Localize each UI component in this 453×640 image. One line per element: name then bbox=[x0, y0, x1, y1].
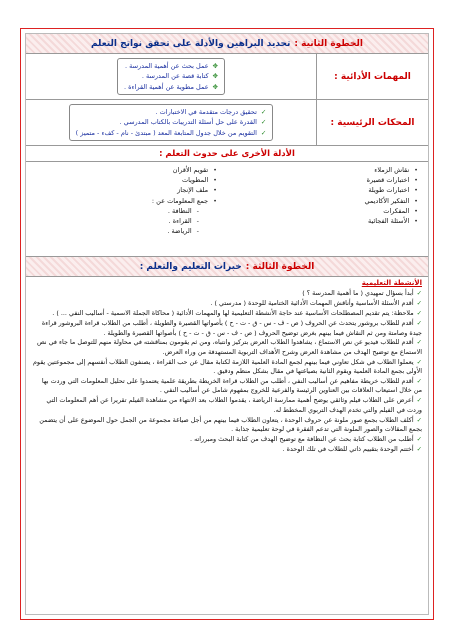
plan-frame bbox=[25, 33, 429, 615]
evidence-column-left bbox=[26, 162, 227, 256]
list-item: • المطويات bbox=[36, 175, 217, 185]
list-item: ✓أطلب من الطلاب كتابة بحث عن النظافة مع توضيح الهدف من كتابة البحث ومبرراته . bbox=[190, 435, 422, 443]
list-item: ✓التقويم من خلال جدول المتابعة المعد ( مبتدئ - نام - كفء - متميز ) bbox=[75, 128, 267, 137]
list-item: • الأسئلة الفجائية bbox=[237, 216, 418, 226]
list-item: - النظافة . bbox=[36, 206, 199, 216]
list-item: • المفكرات bbox=[237, 206, 418, 216]
performance-tasks-row bbox=[26, 54, 428, 100]
phase3-label: الخطوة الثالثة : bbox=[245, 261, 315, 272]
list-item: ✓القدرة على حل أسئلة التدريبات بالكتاب المدرسي . bbox=[119, 118, 267, 127]
phase2-title: تحديد البراهين والأدلة على تحقق نواتج التعلم bbox=[91, 38, 291, 49]
rubrics-row bbox=[26, 100, 428, 146]
lesson-plan-page bbox=[20, 28, 434, 620]
list-item: ✓أعرض على الطلاب فيلم وثائقي يوضح أهمية ممارسة الرياضة ، يقدموا الطلاب بعد الانتهاء من مشاهدة الفيلم تقريرا عن أهم المعلومات التي وردت في الفيلم والتي تخدم الهدف التربوي المخطط له. bbox=[46, 396, 422, 414]
performance-tasks-box bbox=[117, 58, 225, 96]
star-icon: ✥ bbox=[212, 72, 219, 81]
phase3-header bbox=[26, 257, 428, 277]
rubrics-box bbox=[69, 104, 274, 142]
list-item: ✓أبدأ بسؤال تمهيدي ( ما أهمية المدرسة ؟ ) bbox=[302, 289, 422, 298]
check-icon: ✓ bbox=[260, 107, 267, 116]
list-item: ✓أقدم للطلاب خريطة مفاهيم عن أساليب النفي ، أطلب من الطلاب قراءة الخريطة بطريقة علمية يعتمدوا على تحليل المعلومات التي وردت بها من خلال استيعاب العلاقات بين العناوين الرئيسة والفرعية للخروج بمفهوم شامل عن أساليب النفي . bbox=[41, 377, 422, 395]
activities-section bbox=[26, 277, 428, 457]
check-icon: ✓ bbox=[260, 128, 267, 137]
phase3-title: خبرات التعليم والتعلم : bbox=[139, 261, 242, 272]
performance-tasks-label: المهمات الأدائية : bbox=[316, 54, 428, 99]
list-item: ✓أختتم الوحدة بتقييم ذاتي للطلاب في تلك الوحدة . bbox=[282, 444, 422, 453]
list-item: • اختبارات طويلة bbox=[237, 185, 418, 195]
star-icon: ✥ bbox=[212, 61, 219, 70]
phase2-header bbox=[26, 34, 428, 54]
list-item: • التفكير الأكاديمي bbox=[237, 196, 418, 206]
check-icon: ✓ bbox=[416, 444, 422, 453]
list-item: - القراءة . bbox=[36, 216, 199, 226]
list-item: ✥كتابة قصة عن المدرسة . bbox=[141, 72, 219, 81]
list-item: ✓تحقيق درجات متقدمة في الاختبارات . bbox=[155, 107, 267, 116]
list-item: ✓أقدم الأسئلة الأساسية وأناقش المهمات الأدائية الختامية للوحدة ( مدرستي ) . bbox=[210, 299, 422, 308]
check-icon: ✓ bbox=[416, 309, 422, 318]
list-item: - الرياضة . bbox=[36, 226, 199, 236]
list-item: ✓أكلف الطلاب بجمع صور ملونة عن حروف الوحدة ، يتعاون الطلاب فيما بينهم من أجل صياغة مجموعة من الجمل حول الموضوع على أن يتضمن بجمع المقالات والصور الملونة التي تدعم الفقرة في لوحة تعليمية جذابة . bbox=[39, 415, 422, 434]
list-item: ✓أقدم للطلاب بروشور يتحدث عن الحروف ( ص - ف - س - ق - ت - ح ) بأصواتها القصيرة والطويلة ، أطلب من الطلاب قراءة البروشور قراءة جيدة وصامتة ومن ثم النقاش فيما بينهم بغرض توضيح الحروف ( ص - ف - س - ق - ت - ح ) بأصواتها القصيرة والطويلة . bbox=[41, 319, 422, 337]
activities-title: الأنشطة التعليمية bbox=[361, 279, 422, 287]
list-item: ✓أقدم للطلاب فيديو عن نص الاستماع ، يشاهدوا الطلاب العرض بتركيز وانتباه، ومن ثم يقومون بمناقشته في محاولة منهم للتوصل ما جاء في نص الاستماع مع توضيح الهدف من مشاهدة العرض وشرح الأهداف التربوية المستهدفة من وراء العرض. bbox=[36, 338, 422, 356]
list-item: • اختبارات قصيرة bbox=[237, 175, 418, 185]
check-icon: ✓ bbox=[416, 357, 422, 366]
list-item: ✓يعملوا الطلاب في شكل تعاوني فيما بينهم لجمع المادة العلمية اللازمة لكتابة مقال عن حب القراءة ، يصنفون الطلاب أنفسهم إلى مجموعتين يقوم الأولى بجمع المادة العلمية ويقوم الثانية بصياغتها في مقال بشكل منظم ودقيق . bbox=[32, 357, 422, 376]
check-icon: ✓ bbox=[416, 415, 422, 424]
performance-tasks-body bbox=[26, 54, 316, 99]
check-icon: ✓ bbox=[416, 396, 422, 405]
rubrics-body bbox=[26, 100, 316, 145]
check-icon: ✓ bbox=[416, 319, 422, 328]
check-icon: ✓ bbox=[260, 118, 267, 127]
check-icon: ✓ bbox=[416, 289, 422, 298]
list-item: ✥عمل بحث عن أهمية المدرسة . bbox=[124, 61, 219, 70]
list-item: • جمع المعلومات عن : bbox=[36, 196, 217, 206]
list-item: ✓ملاحظة: يتم تقديم المصطلحات الأساسية عند حاجة الأنشطة التعليمية لها والمهمات الأدائية ( محاكاة الجملة الاسمية - أساليب النفي ... ) . bbox=[52, 309, 422, 318]
list-item: • تقويم الأقران bbox=[36, 165, 217, 175]
other-evidence-columns bbox=[26, 162, 428, 257]
other-evidence-title: الأدلة الأخرى على حدوث التعلم : bbox=[26, 146, 428, 162]
check-icon: ✓ bbox=[416, 435, 422, 443]
phase2-label: الخطوة الثانية : bbox=[294, 38, 363, 49]
check-icon: ✓ bbox=[416, 338, 422, 347]
evidence-column-right bbox=[227, 162, 428, 256]
rubrics-label: المحكات الرئيسية : bbox=[316, 100, 428, 145]
check-icon: ✓ bbox=[416, 377, 422, 386]
list-item: • نقاش الزملاء bbox=[237, 165, 418, 175]
star-icon: ✥ bbox=[212, 82, 219, 91]
list-item: ✥عمل مطوية عن أهمية القراءة . bbox=[123, 82, 219, 91]
list-item: • ملف الإنجاز bbox=[36, 185, 217, 195]
check-icon: ✓ bbox=[416, 299, 422, 308]
